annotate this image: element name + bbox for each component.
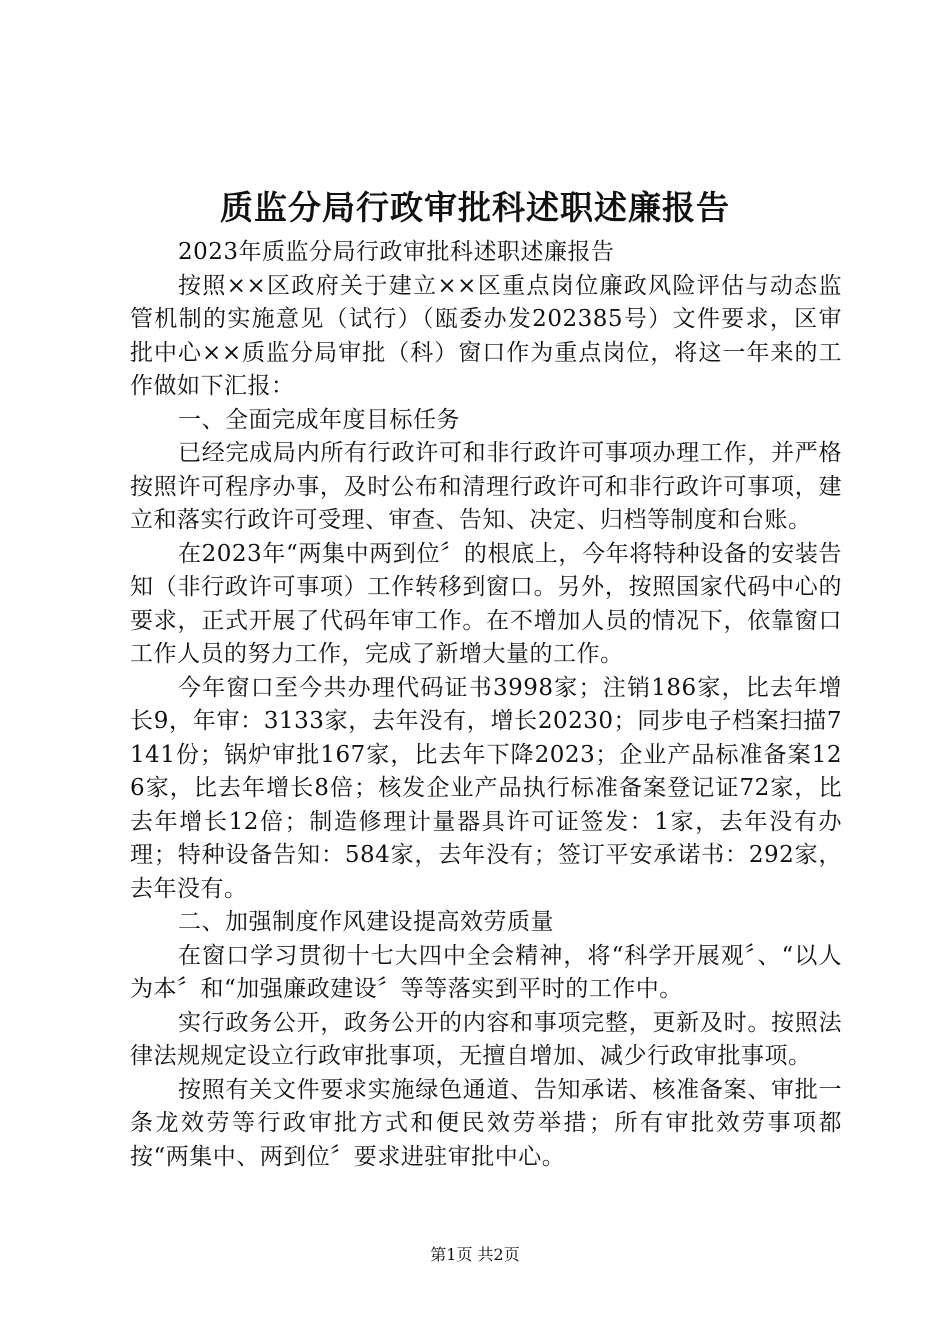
document-title: 质监分局行政审批科述职述廉报告 [220,188,730,227]
subtitle-line: 2023年质监分局行政审批科述职述廉报告 [178,239,615,265]
body-paragraph: 在窗口学习贯彻十七大四中全会精神，将“科学开展观〞、“以人为本〞和“加强廉政建设〞等等落实到平时的工作中。 [130,942,842,1002]
body-paragraph: 在2023年“两集中两到位〞的根底上，今年将特种设备的安装告知（非行政许可事项）工作转移到窗口。另外，按照国家代码中心的要求，正式开展了代码年审工作。在不增加人员的情况下，依靠窗口工作人员的努力工作，完成了新增大量的工作。 [130,540,842,667]
body-paragraph: 按照有关文件要求实施绿色通道、告知承诺、核准备案、审批一条龙效劳等行政审批方式和便民效劳举措；所有审批效劳事项都按“两集中、两到位〞要求进驻审批中心。 [130,1076,842,1170]
section-heading-1: 一、全面完成年度目标任务 [178,406,460,433]
statistics-paragraph: 今年窗口至今共办理代码证书3998家；注销186家，比去年增长9，年审：3133家，去年没有，增长20230；同步电子档案扫描7141份；锅炉审批167家，比去年下降2023；企业产品标准备案126家，比去年增长8倍；核发企业产品执行标准备案登记证72家，比去年增长12倍；制造修理计量器具许可证签发：1家，去年没有办理；特种设备告知：584家，去年没有；签订平安承诺书：292家，去年没有。 [130,674,842,902]
page-footer: 第1页 共2页 [430,1245,520,1264]
section-heading-2: 二、加强制度作风建设提高效劳质量 [178,909,554,935]
intro-paragraph: 按照××区政府关于建立××区重点岗位廉政风险评估与动态监管机制的实施意见（试行）（瓯委办发202385号）文件要求，区审批中心××质监分局审批（科）窗口作为重点岗位，将这一年来的工作做如下汇报： [130,272,842,399]
document-body [130,236,842,1174]
body-paragraph: 实行政务公开，政务公开的内容和事项完整，更新及时。按照法律法规规定设立行政审批事项，无擅自增加、减少行政审批事项。 [130,1009,842,1069]
body-paragraph: 已经完成局内所有行政许可和非行政许可事项办理工作，并严格按照许可程序办事，及时公布和清理行政许可和非行政许可事项，建立和落实行政许可受理、审查、告知、决定、归档等制度和台账。 [130,440,842,533]
